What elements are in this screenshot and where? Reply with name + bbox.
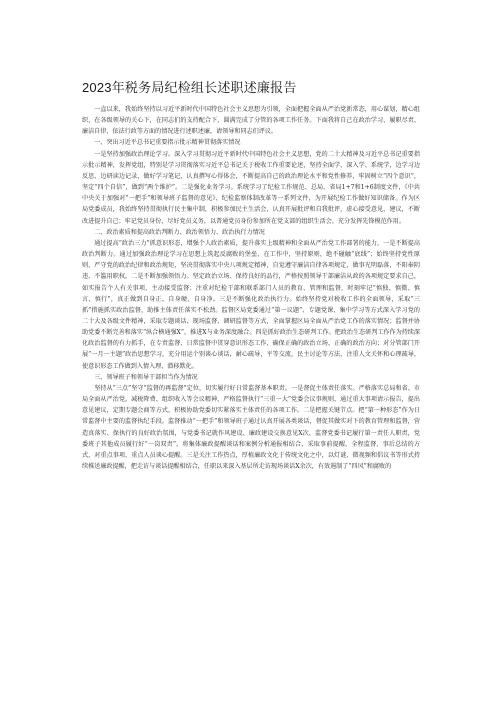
- section-heading-3: 三、领导班子和领导干部担当作为情况: [94, 373, 198, 381]
- document-title: 2023年税务局纪检组长述职述廉报告: [82, 80, 297, 95]
- intro-paragraph: 一直以来，我始终坚持以习近平新时代中国特色社会主义思想为引领，全面把握全面从严治党新常态，用心谋划，精心组织，在各级领导的关心下，在同志们的支持配合下，圆满完成了分管的各项工作任务。下面我将自己在政治学习、履职尽责、廉洁自律、依法行政等方面的情况进行述职述廉，请领导和同志们评议。: [82, 106, 420, 136]
- section-2-paragraph: 通过提高“政治三力”抓意识形态，增强个人政治素质，提升落实上级精神和全面从严治党工作部署的能力，一是不断提高政治判断力。通过加强政治理论学习在思想上筑起反腐败的堡垒，在工作中，坚持原则，绝不碰触“底线”；始终坚持党性原则，严守党的政治纪律和政治规矩，坚决贯彻落实中央八项规定精神，自觉遵守廉洁自律各项规定，做事光明磊落，不阳奉阴违，不滥用职权。二是不断加强领悟力。坚定政治立场、保持良好的品行，严格按照领导干部廉洁从政的各项规定要求自己，如实报告个人有关事项，主动接受监督；注重对纪检干部和联系部门人员的教育、管理和监督，时刻牢记“慎独、慎微、慎言、慎行”，真正做到自身正、自身硬、自身净。三是不断强化政治执行力。始终坚持党对税收工作的全面领导，采取“三抓”措施抓实政治监督，助推主体责任落实不松劲。监督区局党委通过“第一议题”、专题党课、集中学习等方式深入学习党的二十大及各级文件精神，采取专题谈话、现场监督、调研监督等方式，全面掌握区局全面从严治党工作的落实情况；监督并协助党委不断完善和落实“纵合横通强X”，推进X与业务深度融合。四是抓好政治生态研判工作。把政治生态研判工作作为持续深化政治监督的有力抓手，在专责监督、日常监督中贯穿意识形态工作，确保正确的政治立场、正确的政治方向；对分管部门开展“一月一主题”政治思想学习，充分用运个别谈心谈话，耐心疏导，平等交流，民主讨论等方法，注重人文关怀和心理疏导，使意识形态工作做到入情入理、潜移默化。: [82, 239, 420, 370]
- section-1-paragraph: 一是坚持加强政治理论学习。深入学习贯彻习近平新时代中国特色社会主义思想，党的二十大精神及习近平总书记重要指示批示精神，发挥党组，特别是学习贯彻落实习近平总书记关于税收工作重要论述，坚持全面学、深入学、系统学，边学习边反思、边研读边记录，做好学习笔记，认真撰写心得体会，不断提高自己的政治理论水平和党性修养，牢固树立“四个意识”，坚定“四个自信”，做到“两个维护”。二是强化业务学习。系统学习了纪检工作规范、总局、省局1+7和1+6制度文件，《中共中央关于加强对“一把手”和领导班子监督的意见》、纪检监察体制改革等一系列文件，为开展纪检工作做好知识储备。作为区局党委成员，我始终坚持贯彻执行民主集中制，积极参加民主生活会，认真开展批评和自我批评，虚心接受意见，建议，不断改进提升自己；牢记党员身份，尽好党员义务，以普通党员身份参加所在党支部的组织生活会，充分发挥先锋模范作用。: [82, 150, 420, 225]
- section-heading-2: 二、政治素质和提高政治判断力、政治领悟力、政治执行力情况: [94, 228, 265, 236]
- document-body: [82, 104, 420, 472]
- section-heading-1: 一、突出习近平总书记重要指示批示精神贯彻落实情况: [94, 139, 241, 147]
- section-3-paragraph: 坚持从“三点”坚守“监督的再监督”定位，切实履行好日常监督基本职责。一是督促主体责任落实。严格落实总局和省、市局全面从严治党，减税降费、组织收入等会议精神，严格监督执行“三重一大”党委会议事规则，通过重大事项请示报告，提出意见建议，定期专题会商等方式，积极协助党委切实紧落实主体责任的各项工作。二是把握关键节点。把“第一种形态”作为日常监督中主要的监督执纪手段。监督推动“一把手”和领导班子通过认真开展各类谈话，督促其做实对下的教育管理和监督，营造真落实、保执行的良好政治氛围，与党委书记就作风建设、廉政建设交换意见X次，监督党委书记履行第一责任人职责，党委班子其他成员履行好“一岗双责”，将集体廉政提醒谈话和案例分析通报相结合，采取事前提醒、全程监督、事后总结的方式，对重点事项、重点人员谈心提醒。三是关注工作热点，厚植廉政文化于传统文化之中，以灯谜、微视频和倡议书等形式持续推送廉政提醒，把走访与谈话提醒相结合，任职以来深入基层所走访现场谈话X余次，有效遏制了“四风”和腐败的: [82, 384, 420, 470]
